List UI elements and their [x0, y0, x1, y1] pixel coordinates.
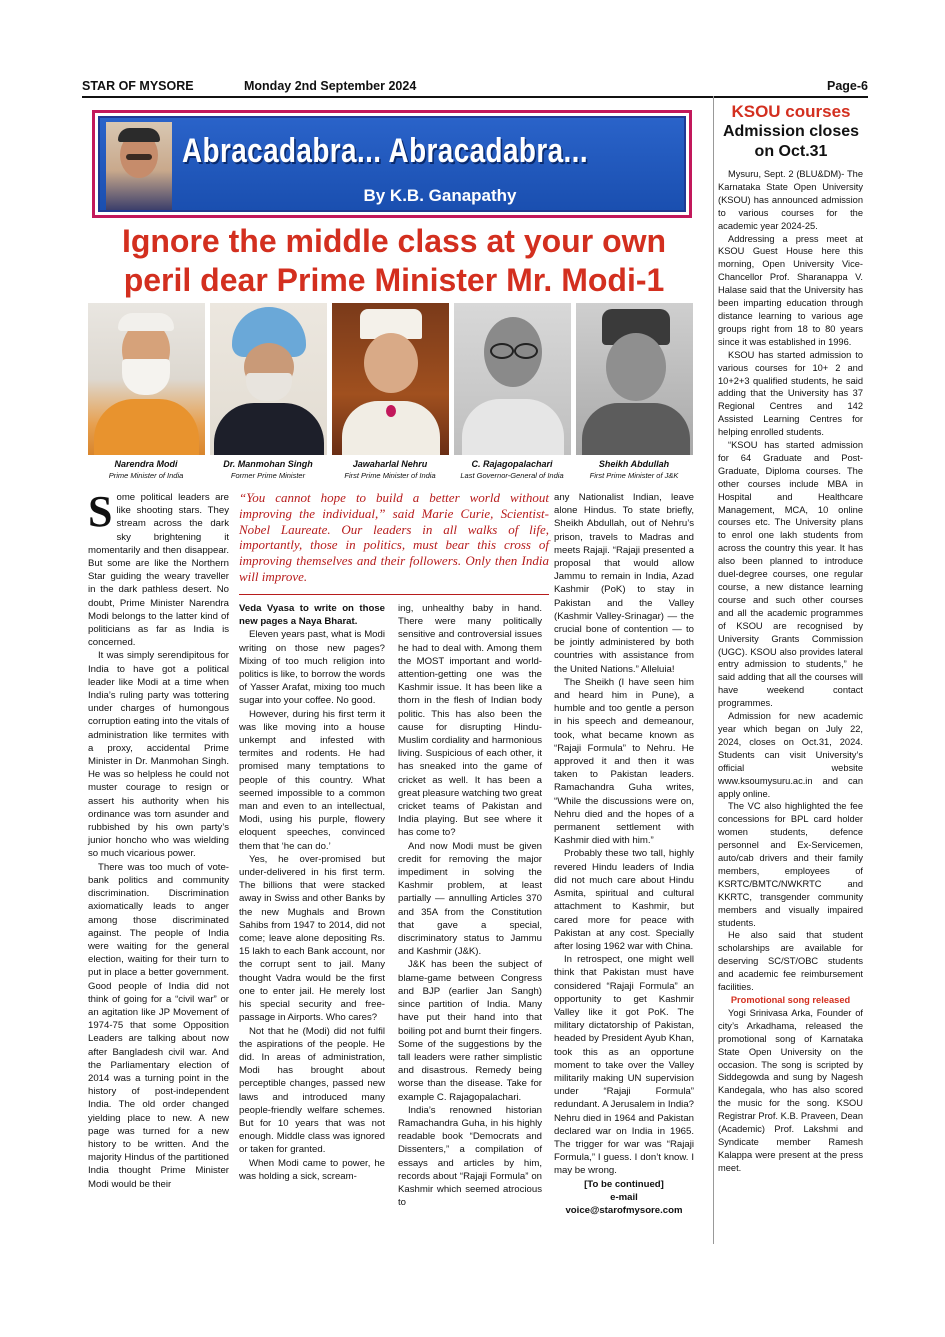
paragraph: The VC also highlighted the fee concessions for BPL card holder women students, defence personnel and Ex-Servicemen, auto/cab drivers and their family members, employees of KSRTC/BMTC/NWKRTC and KKRTC, transgender community members and visually impaired students. — [718, 801, 863, 928]
headline: Ignore the middle class at your own peril dear Prime Minister Mr. Modi-1 — [121, 223, 667, 298]
column-banner — [92, 110, 692, 218]
caption-role: Prime Minister of India — [108, 471, 184, 480]
paragraph: J&K has been the subject of blame-game between Congress and BJP (earlier Jan Sangh) since partition of India. Many have put their hand into that boiling pot and burnt their fingers. Some of the suggestions by the tall leaders were rather simplistic and disastrous. Remedy being worse than the disease. Take for example C. Rajagopalachari. — [398, 959, 542, 1103]
caption-name: Jawaharlal Nehru — [352, 459, 428, 469]
photo-modi — [88, 303, 205, 455]
drop-cap: S — [88, 487, 113, 536]
caption-sheikh-abdullah — [574, 459, 694, 481]
byline: By K.B. Ganapathy — [363, 186, 517, 205]
paragraph: The Sheikh (I have seen him and heard him in Pune), a humble and too gentle a person in his speech and demeanour, took, what became known as “Rajaji Formula” to Nehru. He approved it and then it was taken to Pakistan leaders. Ramachandra Guha writes, “While the discussions were on, Nehru died and the hopes of a permanent settlement with Kashmir died with him.” — [554, 676, 694, 847]
paragraph: India’s renowned historian Ramachandra Guha, in his highly readable book “Democrats and Dissenters,” a compilation of essays and articles by him, records about “Rajaji Formula” on Kashmir which seemed atrocious to — [398, 1104, 542, 1209]
caption-name: C. Rajagopalachari — [471, 459, 553, 469]
email-address: voice@starofmysore.com — [565, 1204, 683, 1216]
caption-role: Last Governor-General of India — [460, 471, 564, 480]
caption-name: Narendra Modi — [114, 459, 178, 469]
paragraph: He also said that student scholarships are available for deserving SC/ST/OBC students and academic fee reimbursement facilities. — [718, 930, 863, 993]
sidebar-divider — [713, 96, 714, 1244]
masthead — [82, 78, 868, 98]
caption-manmohan-singh — [208, 459, 328, 481]
email-label: e-mail — [610, 1191, 638, 1203]
paragraph: any Nationalist Indian, leave alone Hindus. To state briefly, Sheikh Abdullah, out of Nehru’s prison, travels to Madras and meets Rajaji. “Rajaji presented a proposal that would allow Jammu to remain in India, Azad Kashmir (PoK) to stay in Pakistan and the Valley (Kashmir Valley-Srinagar) — the crucial bone of contention — to be jointly administered by both countries with assistance from the United Nations.” Alleluia! — [554, 492, 694, 675]
sidebar-title: KSOU courses — [731, 102, 851, 121]
paragraph: ing, unhealthy baby in hand. There were many politically sensitive and controversial issues he had to deal with. Among them the MOST important and world-attention-getting one was the Kashmir issue. It has been like a thorn in the flesh of Indian body politic. This has also been the cause for disrupting Hindu-Muslim cordiality and harmonious living. Suspicious of each other, it has sneaked into the game of cricket as well. It has been a great pleasure watching two great cricket teams of Pakistan and India playing. But see where it has come to? — [398, 603, 542, 839]
caption-name: Sheikh Abdullah — [598, 459, 670, 469]
paragraph: It was simply serendipitous for India to have got a political leader like Modi at a time when India’s ruling party was tottering under charges of humongous corruption eating into the vitals of administration like termites with a proxy, accidental Prime Minister in Dr. Manmohan Singh. He was so helpless he could not muster courage to resign or assert his authority when his ordinance was torn asunder and rubbished by his own party’s junior honcho who was wielding so much vicarious power. — [88, 650, 229, 860]
paragraph: Not that he (Modi) did not fulfil the aspirations of the people. He did. In areas of administration, Modi has brought about perceptible changes, passed new laws and introduced many people-friendly welfare schemes. But for 10 years that was not enough. Middle class was ignored or taken for granted. — [239, 1025, 385, 1156]
caption-role: Former Prime Minister — [230, 471, 306, 480]
paragraph: In retrospect, one might well think that Pakistan must have considered “Rajaji Formula” an opportunity to get Kashmir Valley like it got PoK. The military dictatorship of Pakistan, headed by President Ayub Khan, took this as an opportune moment to take over the Valley militarily making UN supervision under “Rajaji Formula” redundant. A Jerusalem in India? Nehru died in 1964 and Pakistan declared war on India in 1965. The trigger for war was “Rajaji Formula,” I guess. I don’t know. I may be wrong. — [554, 954, 694, 1177]
paragraph: When Modi came to power, he was holding a sick, scream- — [239, 1157, 385, 1182]
caption-rajagopalachari — [452, 459, 572, 481]
paragraph: Probably these two tall, highly revered Hindu leaders of India did not much care about Hindu Asmita, spiritual and cultural attachment to Kashmir, but cared more for peace with Pakistan at any cost. Specially after losing 1962 war with China. — [554, 848, 694, 952]
caption-nehru — [330, 459, 450, 481]
photo-strip — [88, 303, 694, 455]
sidebar-heading — [716, 102, 866, 162]
paragraph: And now Modi must be given credit for removing the major impediment in solving the Kashmir problem, at least partially — annulling Articles 370 and 35A from the Constitution that gave a special, discriminatory status to Jammu and Kashmir (J&K). — [398, 840, 542, 958]
sidebar-column — [718, 168, 863, 1175]
sidebar-subtitle: Admission closes on Oct.31 — [722, 123, 860, 160]
paper-name: STAR OF MYSORE — [82, 79, 194, 93]
photo-sheikh-abdullah — [576, 303, 693, 455]
photo-nehru — [332, 303, 449, 455]
photo-manmohan-singh — [210, 303, 327, 455]
continued-note: [To be continued] — [584, 1178, 664, 1190]
caption-name: Dr. Manmohan Singh — [223, 459, 313, 469]
paragraph: Veda Vyasa to write on those new pages a Naya Bharat. — [239, 603, 385, 628]
paragraph: Yogi Srinivasa Arka, Founder of city’s Arkadhama, released the promotional song of Karnataka State Open University on the occasion. The song is scripted by Siddegowda and sung by Nagesh Kandegala, who has also scored the music for the song. KSOU Registrar Prof. K.B. Praveen, Dean (Academic) Prof. Lakshmi and Syndicate member Ramesh Kalappa were present at the press meet. — [718, 1007, 863, 1173]
paragraph: There was too much of vote-bank politics and community discrimination. Discrimination axiomatically leads to anger among those discriminated against. The people of India were waiting for the general election, waiting for their turn to put in place a better government. Good people of India did not think of going for a “civil war” or an agitation like JP Movement of 1974-75 that some Opposition Leaders are talking about now after Bangladesh civil war. And the Parliamentary election of 2014 was a turning point in the history of post-independent India. The old order changed yielding place to new. A new page was turned for a new history to be written. And the majority Hindus of the partitioned India thought Prime Minister Modi would be their — [88, 861, 229, 1190]
paragraph: However, during his first term it was like moving into a house unkempt and infested with termites and rodents. He had promised many temptations to people of this country. What seemed impossible to a common man and even to an intellectual, Modi, using his purple, flowery eloquent speeches, convinced them that ‘he can do.’ — [239, 708, 385, 852]
article-column-2 — [239, 602, 385, 1183]
paragraph: Eleven years past, what is Modi writing on those new pages? Mixing of too much religion into politics is like, to borrow the words of Yasser Arafat, mixing too much sugar into your coffee. No good. — [239, 629, 385, 707]
paragraph: ome political leaders are like shooting stars. They stream across the dark sky brightening it momentarily and then disappear. But some are like the Northern Star guiding the weary traveller in the dark pathless desert. No doubt, Prime Minister Narendra Modi belongs to the latter kind of politicians as far as India is concerned. — [88, 492, 229, 649]
paragraph: Admission for new academic year which began on July 22, 2024, closes on Oct.31, 2024. Students can visit University’s official website www.ksoumysuru.ac.in and can apply online. — [718, 711, 863, 799]
caption-role: First Prime Minister of J&K — [589, 471, 679, 480]
sidebar-subhead: Promotional song released — [730, 995, 851, 1005]
paragraph: Yes, he over-promised but under-delivered in his first term. The billions that were stacked away in Swiss and other Banks by the new Mughals and Brown Sahibs from 1947 to 2014, did not come; leave alone depositing Rs. 15 lakh to each Bank account, nor the corrupt sent to jail. Many thought Vadra would be the first one to enter jail. He merely lost his special security and free-passage in Airports. Who cares? — [239, 853, 385, 1024]
quote-divider — [239, 594, 549, 595]
caption-role: First Prime Minister of India — [344, 471, 436, 480]
paragraph: Addressing a press meet at KSOU Guest House here this morning, Open University Vice-Chancellor Prof. Sharanappa V. Halase said that the University has been imparting education through distance learning to various age groups right from 18 to 80 years since it was established in 1996. — [718, 233, 863, 347]
issue-date: Monday 2nd September 2024 — [244, 79, 417, 93]
article-column-3 — [398, 602, 542, 1209]
paragraph: Mysuru, Sept. 2 (BLU&DM)- The Karnataka State Open University (KSOU) has announced admission to various courses for the academic year 2024-25. — [718, 169, 863, 231]
columnist-photo — [106, 122, 172, 210]
paragraph: KSOU has started admission to various courses for 10+ 2 and 10+2+3 qualified students, he said adding that the University has 37 Regional Centres and 142 Assisted Learning Centres for helping enrolled students. — [718, 349, 863, 438]
pull-quote: “You cannot hope to build a better world without improving the individual,” said Marie Curie, Scientist-Nobel Laureate. Our leaders in all walks of life, importantly, those in politics, must bear this cross of improving themselves and their followers. Only then India will improve. — [239, 490, 549, 584]
page-number: Page-6 — [827, 79, 868, 93]
article-column-1 — [88, 487, 229, 1191]
paragraph: “KSOU has started admission for 64 Graduate and Post-Graduate, Diploma courses. The other courses include MBA in Hospital and Healthcare Management, MCA, 10 online courses etc. The University plans to enrol one lakh students from across the country this year. It has also been planned to introduce duel-degree courses, one regular course, a new distance learning course and such other courses and all the academic programmes of KSOU are recognised by University Grants Commission (UGC). KSOU also provides lateral entry admission to students,” he said adding that all the courses will have weekend contact programmes. — [718, 440, 863, 709]
caption-modi — [86, 459, 206, 481]
photo-rajagopalachari — [454, 303, 571, 455]
column-title: Abracadabra... Abracadabra... — [181, 132, 588, 170]
article-column-4 — [554, 491, 694, 1217]
